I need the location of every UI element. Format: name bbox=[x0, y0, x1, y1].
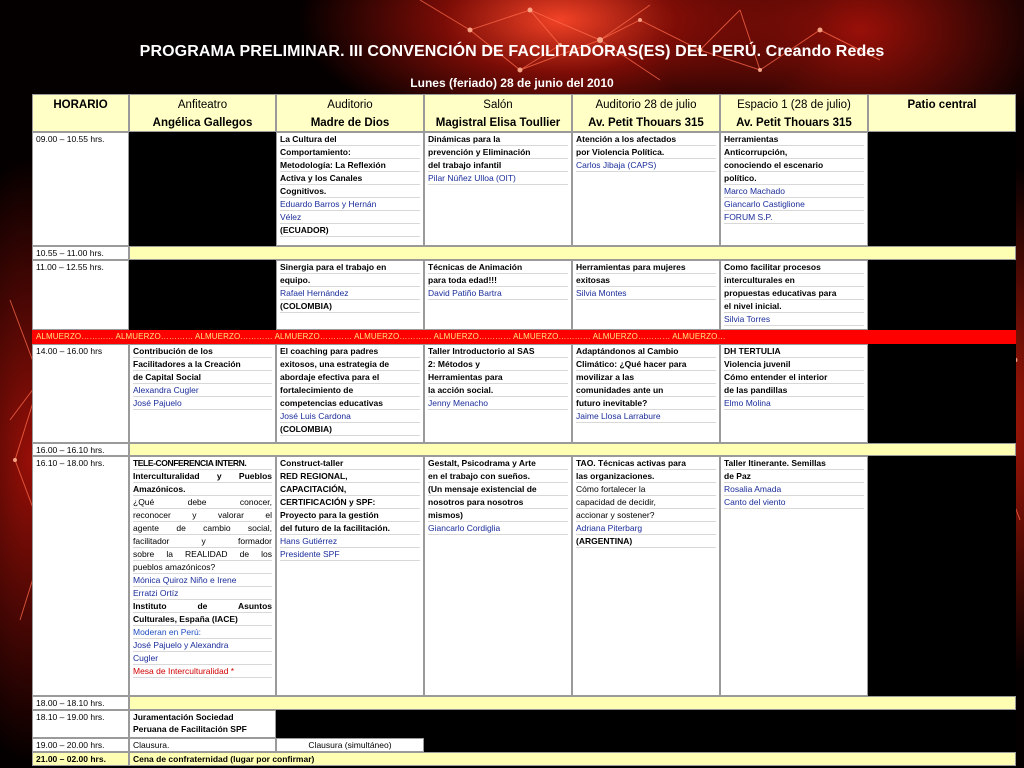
session-violencia-politica: Atención a los afectados por Violencia Política. Carlos Jibaja (CAPS) bbox=[572, 132, 720, 246]
schedule-table bbox=[32, 94, 1016, 768]
time-1600: 16.00 – 16.10 hrs. bbox=[32, 443, 129, 456]
session-sinergia: Sinergia para el trabajo en equipo. Rafael Hernández (COLOMBIA) bbox=[276, 260, 424, 330]
time-1610: 16.10 – 18.00 hrs. bbox=[32, 456, 129, 696]
session-interculturales: Como facilitar procesos interculturales en propuestas educativas para el nivel inicial. Silvia Torres bbox=[720, 260, 868, 330]
session-construct-taller: Construct-taller RED REGIONAL, CAPACITACIÓN, CERTIFICACIÓN y SPF: Proyecto para la gestión del futuro de la facilitación. Hans Gutiérrez Presidente SPF bbox=[276, 456, 424, 696]
time-1400: 14.00 – 16.00 hrs bbox=[32, 344, 129, 443]
time-1900: 19.00 – 20.00 hrs. bbox=[32, 738, 129, 752]
time-2100: 21.00 – 02.00 hrs. bbox=[32, 752, 129, 766]
empty-cell bbox=[129, 260, 276, 330]
session-comportamiento: La Cultura del Comportamiento: Metodología: La Reflexión Activa y los Canales Cognitivos. Eduardo Barros y Hernán Vélez (ECUADOR) bbox=[276, 132, 424, 246]
break-bar bbox=[129, 246, 1016, 260]
session-coaching: El coaching para padres exitosos, una estrategia de abordaje efectiva para el fortalecimiento de competencias educativas José Luis Cardona (COLOMBIA) bbox=[276, 344, 424, 443]
empty-cell bbox=[868, 260, 1016, 330]
empty-cell bbox=[868, 344, 1016, 443]
time-1810: 18.10 – 19.00 hrs. bbox=[32, 710, 129, 738]
session-cambio-climatico: Adaptándonos al Cambio Climático: ¿Qué hacer para movilizar a las comunidades ante un futuro inevitable? Jaime Llosa Larrabure bbox=[572, 344, 720, 443]
empty-cell bbox=[868, 456, 1016, 696]
header-patio: Patio central bbox=[868, 94, 1016, 132]
session-dh-tertulia: DH TERTULIA Violencia juvenil Cómo entender el interior de las pandillas Elmo Molina bbox=[720, 344, 868, 443]
session-capital-social: Contribución de los Facilitadores a la Creación de Capital Social Alexandra Cugler José Pajuelo bbox=[129, 344, 276, 443]
session-gestalt: Gestalt, Psicodrama y Arte en el trabajo con sueños. (Un mensaje existencial de nosotros para nosotros mismos) Giancarlo Cordiglia bbox=[424, 456, 572, 696]
time-0900: 09.00 – 10.55 hrs. bbox=[32, 132, 129, 246]
empty-cell bbox=[424, 738, 1016, 752]
empty-cell bbox=[129, 132, 276, 246]
session-juramentacion: Juramentación Sociedad Peruana de Facilitación SPF bbox=[129, 710, 276, 738]
page-title: PROGRAMA PRELIMINAR. III CONVENCIÓN DE FACILITADORAS(ES) DEL PERÚ. Creando Redes bbox=[139, 43, 885, 60]
header-anfiteatro: Anfiteatro Angélica Gallegos bbox=[129, 94, 276, 132]
page-subtitle: Lunes (feriado) 28 de junio del 2010 bbox=[410, 76, 614, 90]
session-animacion: Técnicas de Animación para toda edad!!! David Patiño Bartra bbox=[424, 260, 572, 330]
lunch-bar: ALMUERZO………… ALMUERZO………… ALMUERZO………… ALMUERZO………… ALMUERZO………… ALMUERZO………… ALMUERZO………… ALMUERZO………… ALMUERZO… bbox=[32, 330, 1016, 344]
session-anticorrupcion: Herramientas Anticorrupción, conociendo el escenario político. Marco Machado Giancarlo Castiglione FORUM S.P. bbox=[720, 132, 868, 246]
header-auditorio: Auditorio Madre de Dios bbox=[276, 94, 424, 132]
empty-cell bbox=[868, 132, 1016, 246]
time-1100: 11.00 – 12.55 hrs. bbox=[32, 260, 129, 330]
session-trabajo-infantil: Dinámicas para la prevención y Eliminación del trabajo infantil Pilar Núñez Ulloa (OIT) bbox=[424, 132, 572, 246]
session-clausura: Clausura. bbox=[129, 738, 276, 752]
time-1800: 18.00 – 18.10 hrs. bbox=[32, 696, 129, 710]
header-salon: Salón Magistral Elisa Toullier bbox=[424, 94, 572, 132]
session-semillas-paz: Taller Itinerante. Semillas de Paz Rosalia Amada Canto del viento bbox=[720, 456, 868, 696]
empty-cell bbox=[276, 710, 1016, 738]
session-cena: Cena de confraternidad (lugar por confirmar) bbox=[129, 752, 1016, 766]
header-espacio: Espacio 1 (28 de julio) Av. Petit Thouars 315 bbox=[720, 94, 868, 132]
time-1055: 10.55 – 11.00 hrs. bbox=[32, 246, 129, 260]
session-teleconferencia: TELE-CONFERENCIA INTERN. Interculturalidad y Pueblos Amazónicos. ¿Qué debe conocer, reconocer y valorar el agente de cambio social, facilitador y formador sobre la REALIDAD de los pueblos amazónicos? Mónica Quiroz Niño e Irene Erratzi Ortíz Instituto de Asuntos Culturales, España (IACE) Moderan en Perú: José Pajuelo y Alexandra Cugler Mesa de Interculturalidad * bbox=[129, 456, 276, 696]
header-horario: HORARIO bbox=[32, 94, 129, 132]
session-tao: TAO. Técnicas activas para las organizaciones. Cómo fortalecer la capacidad de decidir, accionar y sostener? Adriana Piterbarg (ARGENTINA) bbox=[572, 456, 720, 696]
session-mujeres-exitosas: Herramientas para mujeres exitosas Silvia Montes bbox=[572, 260, 720, 330]
break-bar bbox=[129, 443, 1016, 456]
break-bar bbox=[129, 696, 1016, 710]
session-clausura-simultaneo: Clausura (simultáneo) bbox=[276, 738, 424, 752]
header-auditorio-28: Auditorio 28 de julio Av. Petit Thouars 315 bbox=[572, 94, 720, 132]
session-sas2: Taller Introductorio al SAS 2: Métodos y Herramientas para la acción social. Jenny Menacho bbox=[424, 344, 572, 443]
